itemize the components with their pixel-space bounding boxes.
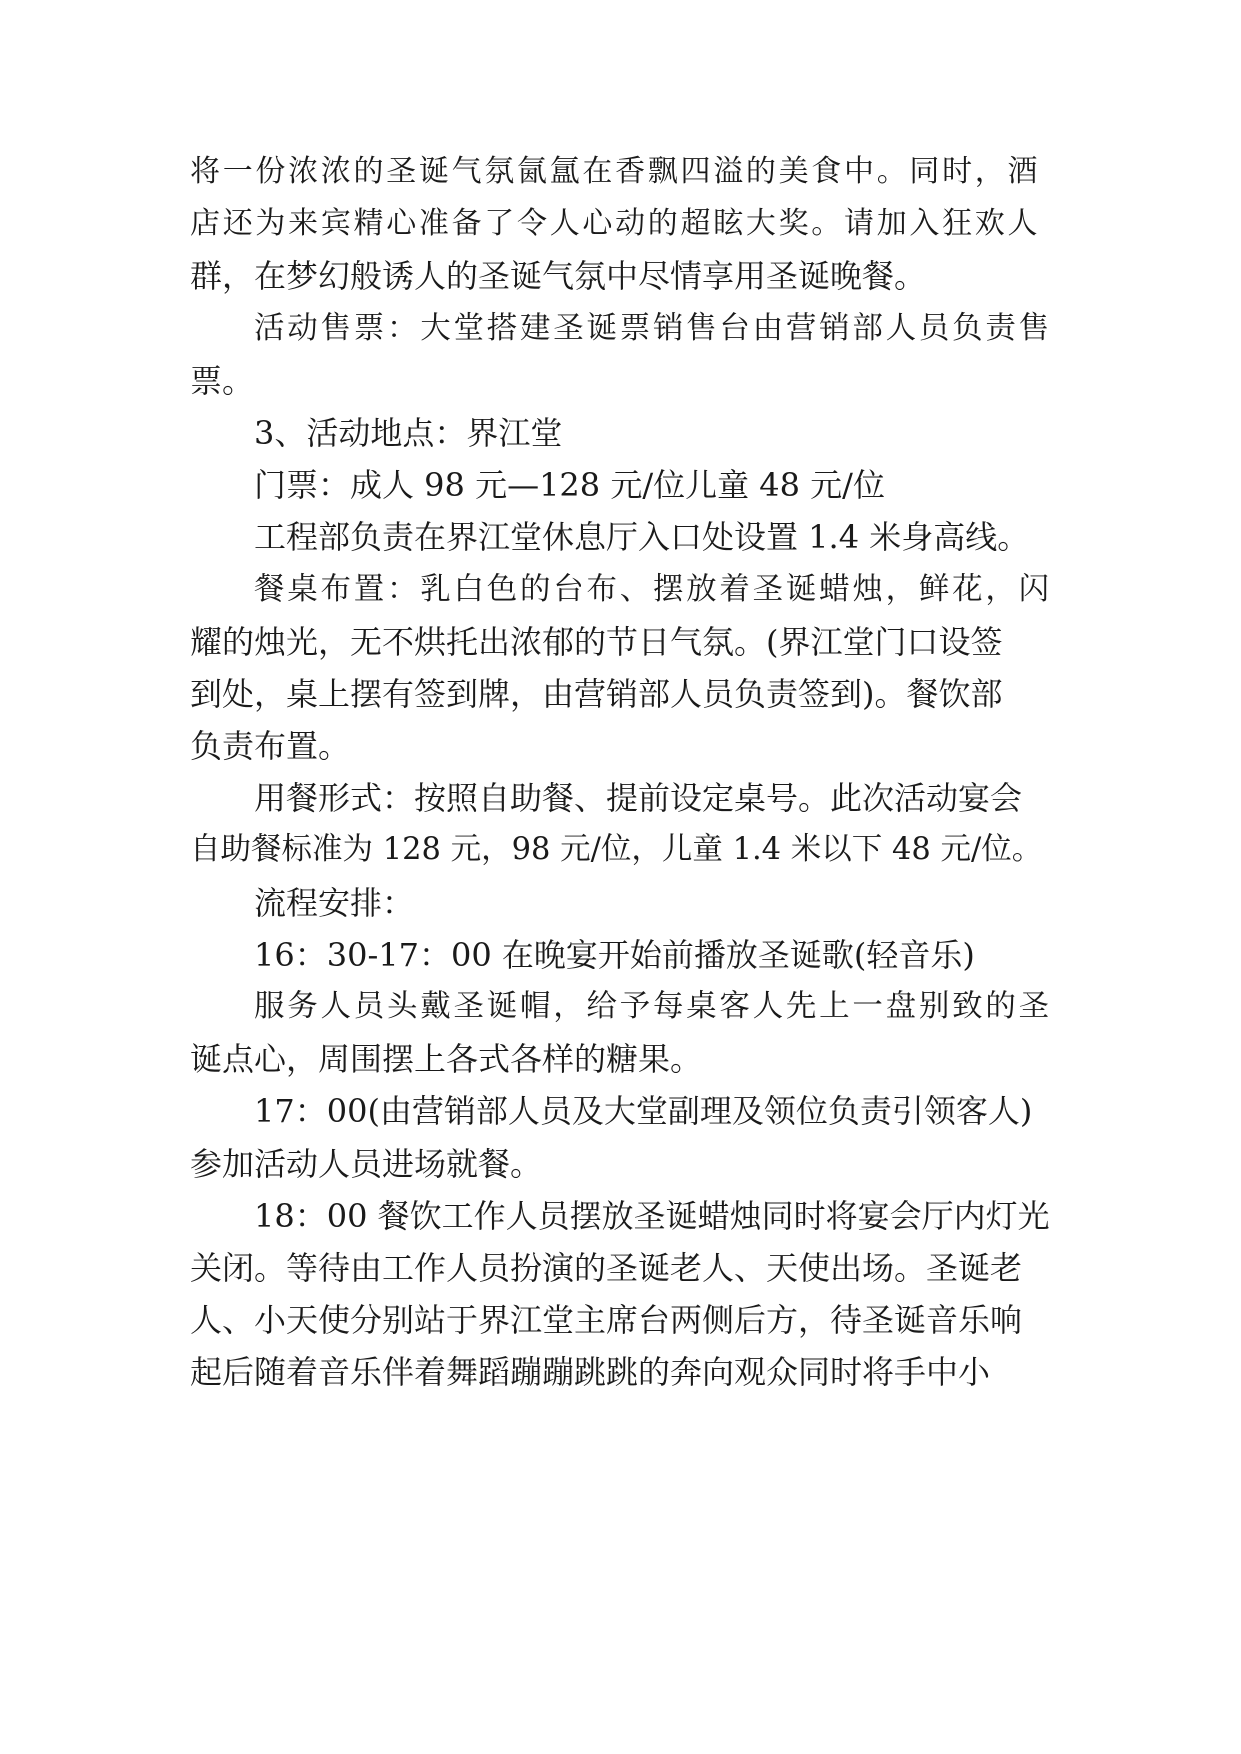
paragraph-line: 关闭。等待由工作人员扮演的圣诞老人、天使出场。圣诞老	[190, 1249, 1023, 1287]
paragraph-line: 起后随着音乐伴着舞蹈蹦蹦跳跳的奔向观众同时将手中小	[190, 1353, 991, 1391]
paragraph-line: 自助餐标准为 128 元，98 元/位，儿童 1.4 米以下 48 元/位。	[190, 832, 1043, 867]
paragraph-line: 票。	[190, 362, 255, 400]
paragraph-line: 到处，桌上摆有签到牌，由营销部人员负责签到)。餐饮部	[190, 675, 1003, 713]
paragraph-line: 负责布置。	[190, 727, 351, 765]
paragraph-line: 服务人员头戴圣诞帽，给予每桌客人先上一盘别致的圣	[254, 989, 1052, 1024]
paragraph-line: 16：30-17：00 在晚宴开始前播放圣诞歌(轻音乐)	[254, 936, 975, 974]
paragraph-line: 人、小天使分别站于界江堂主席台两侧后方，待圣诞音乐响	[190, 1301, 1023, 1339]
paragraph-line: 17：00(由营销部人员及大堂副理及领位负责引领客人)	[254, 1092, 1033, 1130]
paragraph-line: 餐桌布置：乳白色的台布、摆放着圣诞蜡烛，鲜花，闪	[254, 572, 1052, 607]
paragraph-line: 3、活动地点：界江堂	[254, 414, 563, 452]
paragraph-line: 参加活动人员进场就餐。	[190, 1145, 543, 1183]
paragraph-line: 诞点心，周围摆上各式各样的糖果。	[190, 1040, 703, 1078]
paragraph-line: 工程部负责在界江堂休息厅入口处设置 1.4 米身高线。	[254, 518, 1030, 556]
paragraph-line: 门票：成人 98 元—128 元/位儿童 48 元/位	[254, 466, 885, 504]
paragraph-line: 店还为来宾精心准备了令人心动的超眩大奖。请加入狂欢人	[190, 206, 1041, 241]
paragraph-line: 群，在梦幻般诱人的圣诞气氛中尽情享用圣诞晚餐。	[190, 257, 927, 295]
paragraph-line: 活动售票：大堂搭建圣诞票销售台由营销部人员负责售	[254, 311, 1052, 346]
paragraph-line: 用餐形式：按照自助餐、提前设定桌号。此次活动宴会	[254, 779, 1023, 817]
paragraph-line: 耀的烛光，无不烘托出浓郁的节日气氛。(界江堂门口设签	[190, 623, 1003, 661]
paragraph-line: 流程安排：	[254, 884, 415, 922]
paragraph-line: 18：00 餐饮工作人员摆放圣诞蜡烛同时将宴会厅内灯光	[254, 1197, 1050, 1235]
paragraph-line: 将一份浓浓的圣诞气氛氤氲在香飘四溢的美食中。同时，酒	[190, 154, 1041, 189]
